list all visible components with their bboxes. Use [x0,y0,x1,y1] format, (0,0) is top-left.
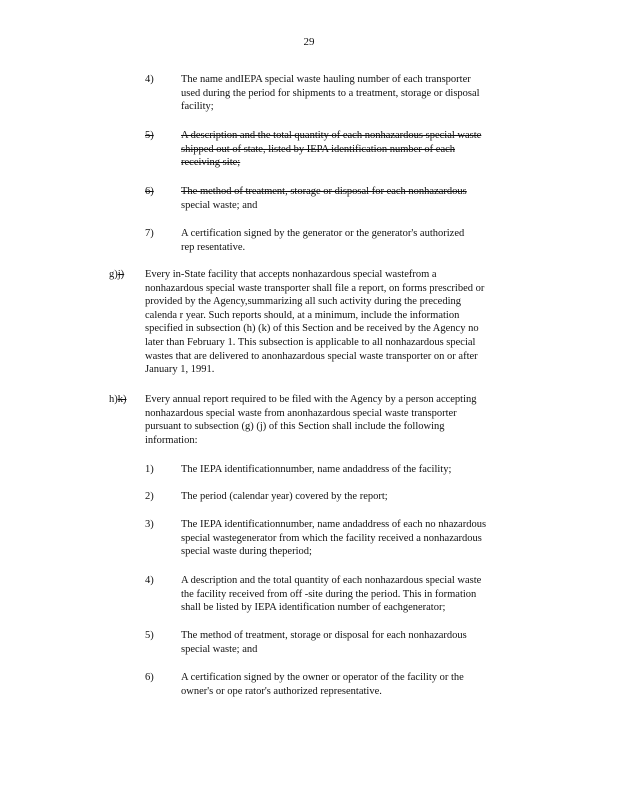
text-line: nonhazardous special waste from anonhazardous special waste transporter [145,407,457,419]
text-line: provided by the Agency,summarizing all such activity during the preceding [145,296,461,308]
label-new: h) [109,394,118,405]
subsection-label [109,268,124,282]
item-number: 4) [145,74,154,85]
text-line: The IEPA identificationnumber, name andaddress of the facility; [181,464,452,475]
item-text [181,518,519,559]
text-line: A certification signed by the generator or the generator's authorized [181,228,465,239]
item-text [181,227,519,254]
text-line: January 1, 1991. [145,364,215,376]
text-line: The name andIEPA special waste hauling number of each transporter [181,74,471,85]
text-line: The method of treatment, storage or disposal for each nonhazardous [181,630,467,641]
item-number: 6) [145,672,154,683]
item-number: 5) [145,130,154,141]
text-line: Every annual report required to be filed with the Agency by a person accepting [145,394,477,405]
item-number: 7) [145,228,154,239]
label-new: g) [109,269,118,280]
item-text [181,490,519,504]
text-line: A description and the total quantity of each nonhazardous special waste [181,575,482,586]
text-line: later than February 1. This subsection is applicable to all nonhazardous special [145,336,476,348]
text-line: special waste during theperiod; [181,546,312,558]
text-line: pursuant to subsection (g) (j) of this Section shall include the following [145,421,445,433]
item-text [181,671,519,698]
text-line: wastes that are delivered to anonhazardous special waste transporter on or after [145,350,478,362]
text-line: nonhazardous special waste transporter shall file a report, on forms prescribed or [145,282,485,294]
text-line: owner's or ope rator's authorized representative. [181,685,382,697]
text-line: Every in-State facility that accepts nonhazardous special wastefrom a [145,269,437,280]
label-deleted: k) [117,394,127,405]
item-number: 3) [145,519,154,530]
item-number: 1) [145,464,154,475]
item-number: 4) [145,575,154,586]
text-line: used during the period for shipments to a treatment, storage or disposal [181,87,480,99]
text-line: The method of treatment, storage or disposal for each nonhazardous [181,186,467,197]
text-line: special wastegenerator from which the facility received a nonhazardous [181,532,482,544]
item-text [181,129,519,170]
item-number: 5) [145,630,154,641]
item-text [181,463,519,477]
text-line: information: [145,434,198,446]
text-line: The period (calendar year) covered by the report; [181,491,388,502]
text-line: special waste; and [181,199,258,211]
item-text [181,185,519,212]
subsection-label [109,393,127,407]
text-line: calenda r year. Such reports should, at a minimum, include the information [145,309,460,321]
text-line: facility; [181,101,214,113]
subsection-text [145,393,533,447]
text-line: A certification signed by the owner or operator of the facility or the [181,672,464,683]
item-text [181,574,519,615]
item-number: 6) [145,186,154,197]
text-line: the facility received from off -site during the period. This in formation [181,588,477,600]
text-line: The IEPA identificationnumber, name andaddress of each no nhazardous [181,519,487,530]
item-number: 2) [145,491,154,502]
text-line: specified in subsection (h) (k) of this Section and be received by the Agency no [145,323,479,335]
text-line: rep resentative. [181,241,246,253]
subsection-text [145,268,533,377]
item-text [181,629,519,656]
text-line: receiving site; [181,157,241,169]
item-text [181,73,519,114]
text-line: shipped out of state, listed by IEPA identification number of each [181,143,456,155]
page-number: 29 [303,36,315,48]
text-line: A description and the total quantity of each nonhazardous special waste [181,130,482,141]
label-deleted: j) [117,269,125,280]
text-line: special waste; and [181,643,258,655]
text-line: shall be listed by IEPA identification number of eachgenerator; [181,602,446,614]
